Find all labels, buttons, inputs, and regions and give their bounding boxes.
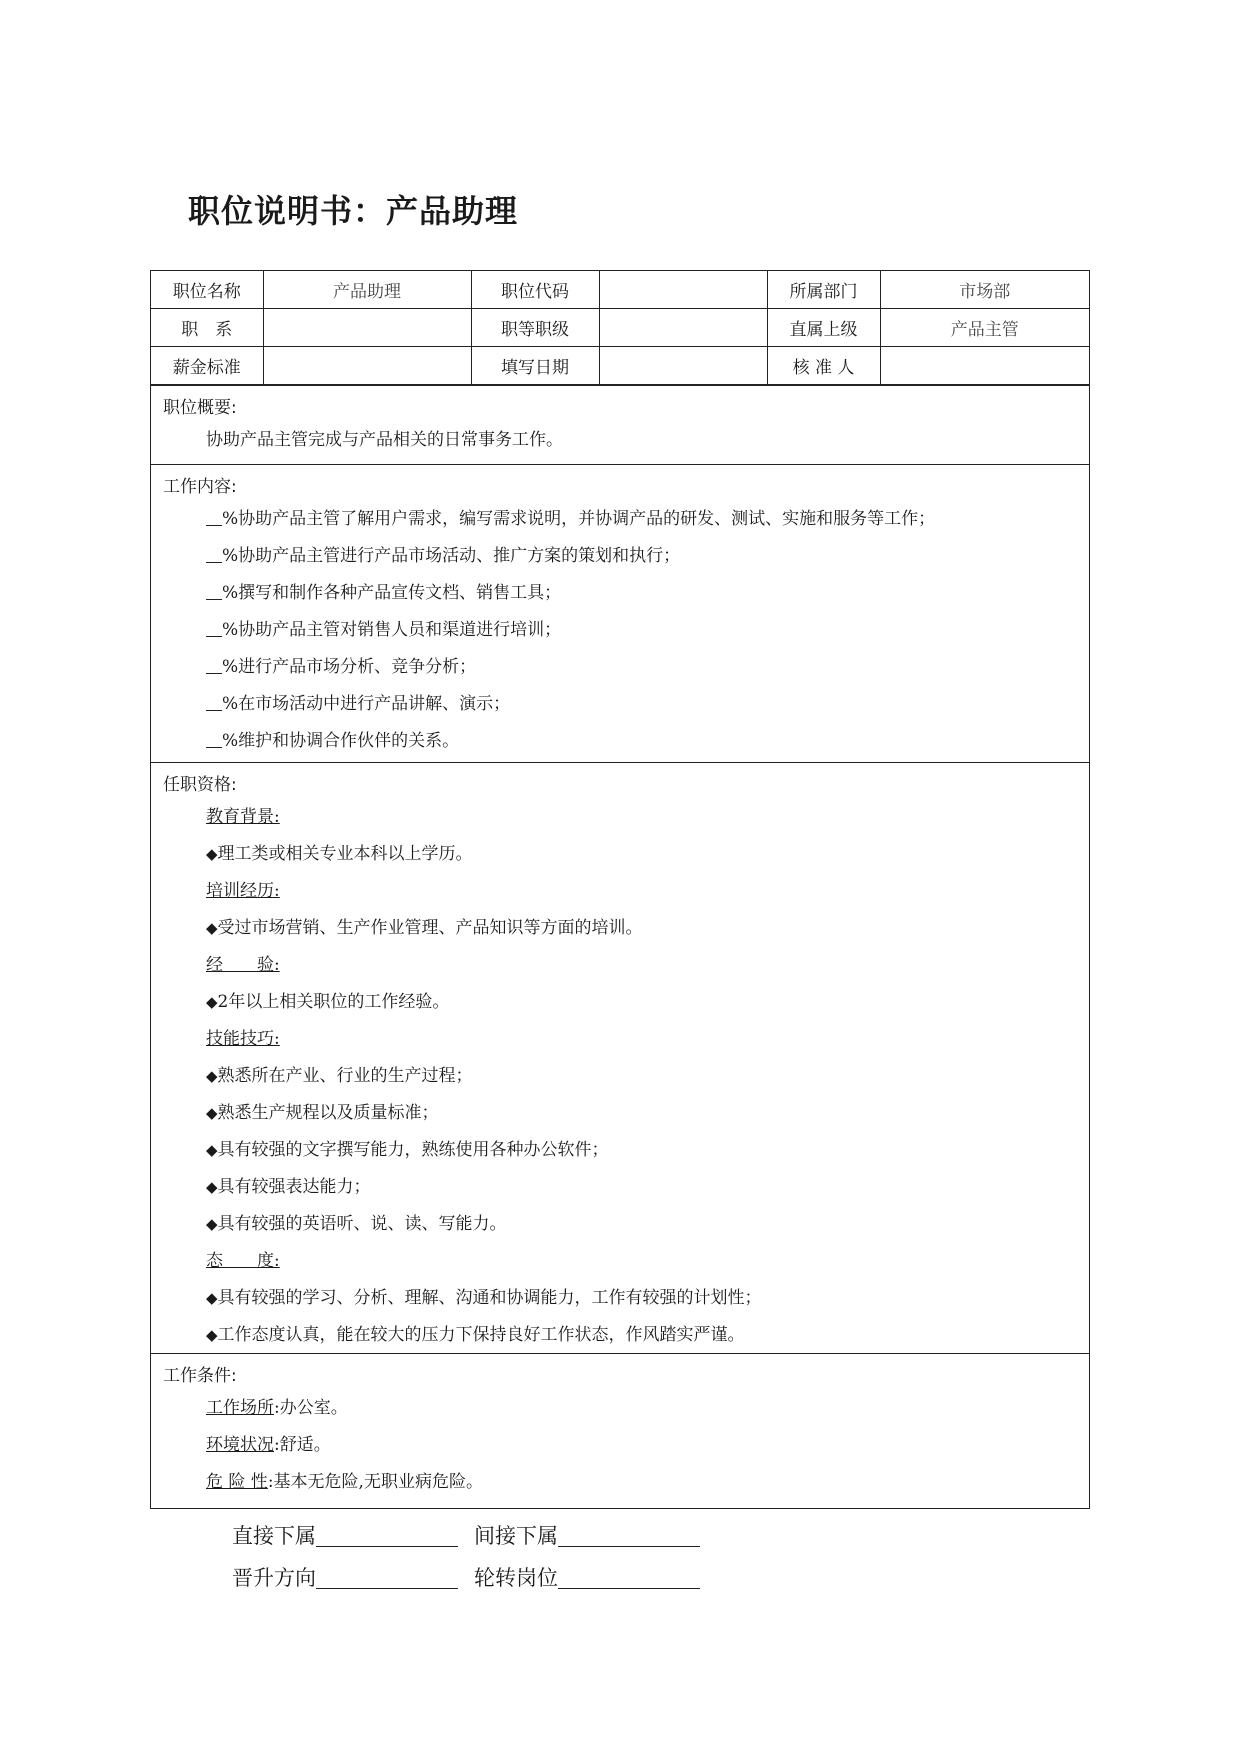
attitude-label: 态 度: [206, 1251, 280, 1271]
promotion-label: 晋升方向 [232, 1566, 316, 1590]
page-title: 职位说明书：产品助理 [188, 192, 519, 230]
rotation-field[interactable] [558, 1564, 700, 1589]
list-item [163, 1317, 1077, 1354]
duty-text: %维护和协调合作伙伴的关系。 [222, 731, 460, 751]
table-row [151, 347, 1089, 385]
value-direct-supervisor[interactable]: 产品主管 [880, 309, 1089, 347]
promotion-field[interactable] [316, 1564, 458, 1589]
list-item [163, 910, 1077, 947]
percent-blank[interactable] [206, 690, 222, 711]
qualification-text: 具有较强的英语听、说、读、写能力。 [217, 1214, 507, 1234]
percent-blank[interactable] [206, 616, 222, 637]
list-item [163, 1132, 1077, 1169]
list-item [163, 575, 1077, 612]
qualification-text: 具有较强的学习、分析、理解、沟通和协调能力，工作有较强的计划性； [217, 1288, 762, 1308]
duty-text: %在市场活动中进行产品讲解、演示； [222, 694, 511, 714]
label-direct-supervisor: 直属上级 [767, 309, 880, 347]
list-item [163, 501, 1077, 538]
risk-label: 危 险 性 [206, 1472, 268, 1492]
list-item [163, 1390, 1077, 1427]
diamond-bullet-icon: ◆ [206, 1326, 218, 1344]
list-item [163, 686, 1077, 723]
value-grade-level[interactable] [599, 309, 767, 347]
list-item [163, 1464, 1077, 1501]
value-fill-date[interactable] [599, 347, 767, 385]
qualification-text: 熟悉生产规程以及质量标准； [217, 1103, 439, 1123]
section-heading: 工作条件: [163, 1366, 237, 1386]
section-heading: 任职资格: [163, 775, 237, 795]
section-heading: 工作内容: [163, 477, 237, 497]
percent-blank[interactable] [206, 579, 222, 600]
info-table [151, 271, 1089, 385]
job-description-form [150, 270, 1090, 1509]
duty-text: %协助产品主管了解用户需求，编写需求说明，并协调产品的研发、测试、实施和服务等工作； [222, 509, 936, 529]
diamond-bullet-icon: ◆ [206, 1067, 218, 1085]
label-job-family: 职 系 [151, 309, 263, 347]
value-salary-standard[interactable] [263, 347, 471, 385]
list-item [163, 1427, 1077, 1464]
table-row [151, 309, 1089, 347]
list-item [163, 836, 1077, 873]
qualification-text: 具有较强的文字撰写能力，熟练使用各种办公软件； [217, 1140, 609, 1160]
duty-text: %协助产品主管进行产品市场活动、推广方案的策划和执行； [222, 546, 681, 566]
diamond-bullet-icon: ◆ [206, 1289, 218, 1307]
diamond-bullet-icon: ◆ [206, 1178, 218, 1196]
skills-label: 技能技巧: [206, 1029, 280, 1049]
list-item [163, 1095, 1077, 1132]
diamond-bullet-icon: ◆ [206, 1215, 218, 1233]
experience-label: 经 验: [206, 955, 280, 975]
duty-text: %进行产品市场分析、竞争分析； [222, 657, 477, 677]
qualification-text: 熟悉所在产业、行业的生产过程； [217, 1066, 473, 1086]
footer-row-subordinates [232, 1520, 700, 1550]
footer-row-career [232, 1562, 700, 1592]
qualification-text: 理工类或相关专业本科以上学历。 [217, 844, 473, 864]
education-label: 教育背景: [206, 807, 280, 827]
value-job-family[interactable] [263, 309, 471, 347]
risk-value: :基本无危险,无职业病危险。 [267, 1472, 483, 1492]
value-department[interactable]: 市场部 [880, 271, 1089, 309]
label-position-code: 职位代码 [471, 271, 599, 309]
label-position-name: 职位名称 [151, 271, 263, 309]
value-approver[interactable] [880, 347, 1089, 385]
environment-value: :舒适。 [274, 1435, 331, 1455]
diamond-bullet-icon: ◆ [206, 1141, 218, 1159]
workplace-label: 工作场所 [206, 1398, 274, 1418]
list-item [163, 1169, 1077, 1206]
diamond-bullet-icon: ◆ [206, 1104, 218, 1122]
label-salary-standard: 薪金标准 [151, 347, 263, 385]
percent-blank[interactable] [206, 542, 222, 563]
training-label: 培训经历: [206, 881, 280, 901]
list-item [163, 1206, 1077, 1243]
qualification-text: 2年以上相关职位的工作经验。 [217, 992, 450, 1012]
label-fill-date: 填写日期 [471, 347, 599, 385]
percent-blank[interactable] [206, 505, 222, 526]
list-item [163, 612, 1077, 649]
value-position-code[interactable] [599, 271, 767, 309]
qualification-text: 工作态度认真，能在较大的压力下保持良好工作状态，作风踏实严谨。 [217, 1325, 745, 1345]
list-item [163, 1280, 1077, 1317]
duty-text: %协助产品主管对销售人员和渠道进行培训； [222, 620, 562, 640]
diamond-bullet-icon: ◆ [206, 993, 218, 1011]
overview-text: 协助产品主管完成与产品相关的日常事务工作。 [206, 430, 563, 450]
table-row [151, 271, 1089, 309]
list-item [163, 649, 1077, 686]
duty-text: %撰写和制作各种产品宣传文档、销售工具； [222, 583, 562, 603]
percent-blank[interactable] [206, 653, 222, 674]
workplace-value: :办公室。 [274, 1398, 348, 1418]
conditions-section [151, 1353, 1089, 1508]
indirect-subordinate-label: 间接下属 [474, 1524, 558, 1548]
rotation-label: 轮转岗位 [474, 1566, 558, 1590]
environment-label: 环境状况 [206, 1435, 274, 1455]
diamond-bullet-icon: ◆ [206, 919, 218, 937]
duties-section [151, 464, 1089, 762]
direct-subordinate-label: 直接下属 [232, 1524, 316, 1548]
diamond-bullet-icon: ◆ [206, 845, 218, 863]
list-item [163, 538, 1077, 575]
percent-blank[interactable] [206, 727, 222, 748]
label-approver: 核 准 人 [767, 347, 880, 385]
value-position-name[interactable]: 产品助理 [263, 271, 471, 309]
indirect-subordinate-field[interactable] [558, 1522, 700, 1547]
overview-section [151, 385, 1089, 464]
list-item [163, 723, 1077, 760]
label-department: 所属部门 [767, 271, 880, 309]
qualification-text: 具有较强表达能力； [217, 1177, 371, 1197]
section-heading: 职位概要: [163, 398, 237, 418]
list-item [163, 984, 1077, 1021]
qualifications-section [151, 762, 1089, 1353]
direct-subordinate-field[interactable] [316, 1522, 458, 1547]
qualification-text: 受过市场营销、生产作业管理、产品知识等方面的培训。 [217, 918, 643, 938]
label-grade-level: 职等职级 [471, 309, 599, 347]
list-item [163, 1058, 1077, 1095]
